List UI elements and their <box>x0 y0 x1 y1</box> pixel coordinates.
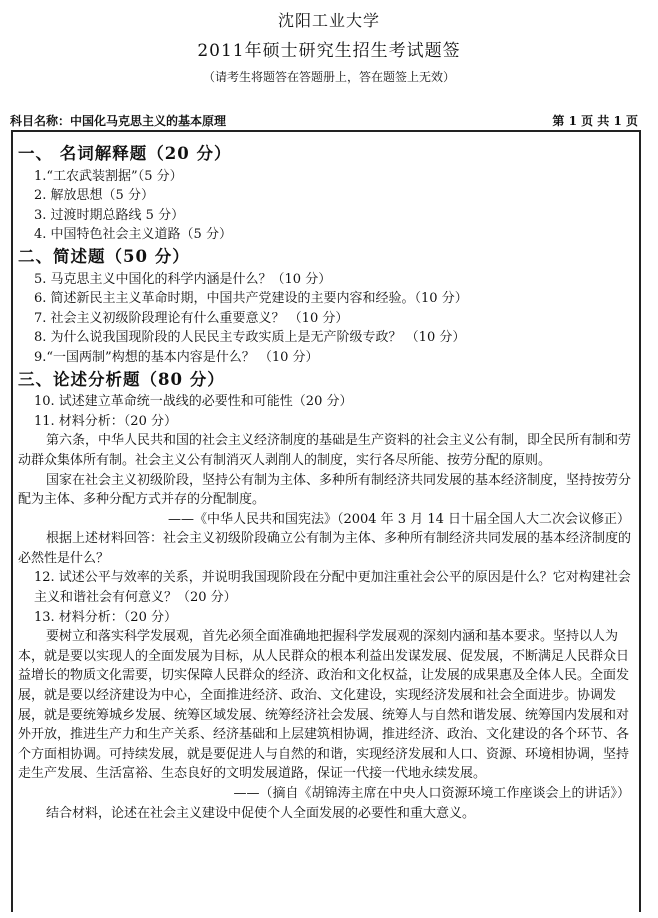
question-10: 10. 试述建立革命统一战线的必要性和可能性（20 分） <box>34 394 353 410</box>
question-content <box>18 142 638 823</box>
question-9: 9.“一国两制”构想的基本内容是什么？ （10 分） <box>34 349 319 365</box>
exam-title: 2011年硕士研究生招生考试题签 <box>197 41 461 61</box>
question-13-material: 要树立和落实科学发展观，首先必须全面准确地把握科学发展观的深刻内涵和基本要求。坚持以人为本，就是要以实现人的全面发展为目标，从人民群众的根本利益出发谋发展、促发展，不断满足人民群众日益增长的物质文化需要，切实保障人民群众的经济、政治和文化权益，让发展的成果惠及全体人民。全面发展，就是要以经济建设为中心，全面推进经济、政治、文化建设，实现经济发展和社会全面进步。协调发展，就是要统筹城乡发展、统筹区域发展、统筹经济社会发展、统筹人与自然和谐发展、统筹国内发展和对外开放，推进生产力和生产关系、经济基础和上层建筑相协调，推进经济、政治、文化建设的各个环节、各个方面相协调。可持续发展，就是要促进人与自然的和谐，实现经济发展和人口、资源、环境相协调，坚持走生产发展、生活富裕、生态良好的文明发展道路，保证一代接一代地永续发展。 <box>18 629 630 782</box>
exam-note: （请考生将题答在答题册上，答在题签上无效） <box>202 70 455 84</box>
subject-row <box>10 112 642 129</box>
question-3: 3. 过渡时期总路线 5 分） <box>34 207 185 223</box>
question-4: 4. 中国特色社会主义道路（5 分） <box>34 227 232 243</box>
subject-label: 科目名称：中国化马克思主义的基本原理 <box>10 114 227 128</box>
question-13-source: ——（摘自《胡锦涛主席在中央人口资源环境工作座谈会上的讲话》） <box>233 786 630 801</box>
question-11-prompt: 根据上述材料回答：社会主义初级阶段确立公有制为主体、多种所有制经济共同发展的基本经济制度的必然性是什么？ <box>18 531 632 566</box>
question-11-material-1: 第六条，中华人民共和国的社会主义经济制度的基础是生产资料的社会主义公有制，即全民所有制和劳动群众集体所有制。社会主义公有制消灭人剥削人的制度，实行各尽所能、按劳分配的原则。 <box>18 433 632 468</box>
question-12: 12. 试述公平与效率的关系，并说明我国现阶段在分配中更加注重社会公平的原因是什么？它对构建社会主义和谐社会有何意义？（20 分） <box>34 570 631 606</box>
question-13-prompt: 结合材料，论述在社会主义建设中促使个人全面发展的必要性和重大意义。 <box>46 805 476 821</box>
section-1-title: 一、 名词解释题（20 分） <box>18 144 232 163</box>
section-3-title: 三、论述分析题（80 分） <box>18 369 225 389</box>
section-2-title: 二、简述题（50 分） <box>18 246 190 266</box>
question-2: 2. 解放思想（5 分） <box>34 188 154 204</box>
question-11: 11. 材料分析：（20 分） <box>34 413 177 429</box>
question-7: 7. 社会主义初级阶段理论有什么重要意义？ （10 分） <box>34 310 349 326</box>
question-13: 13. 材料分析：（20 分） <box>34 609 177 625</box>
question-1: 1.“工农武装割据”（5 分） <box>34 168 183 184</box>
university-name: 沈阳工业大学 <box>277 11 380 30</box>
question-8: 8. 为什么说我国现阶段的人民民主专政实质上是无产阶级专政？ （10 分） <box>34 330 466 346</box>
question-6: 6. 简述新民主主义革命时期，中国共产党建设的主要内容和经验。（10 分） <box>34 291 468 307</box>
page-indicator: 第 1 页 共 1 页 <box>552 114 638 128</box>
question-11-source: ——《中华人民共和国宪法》（2004 年 3 月 14 日十届全国人大二次会议修正） <box>167 511 630 527</box>
question-5: 5. 马克思主义中国化的科学内涵是什么？（10 分） <box>34 271 332 287</box>
question-11-material-2: 国家在社会主义初级阶段，坚持公有制为主体、多种所有制经济共同发展的基本经济制度，坚持按劳分配为主体、多种分配方式并存的分配制度。 <box>18 472 632 508</box>
